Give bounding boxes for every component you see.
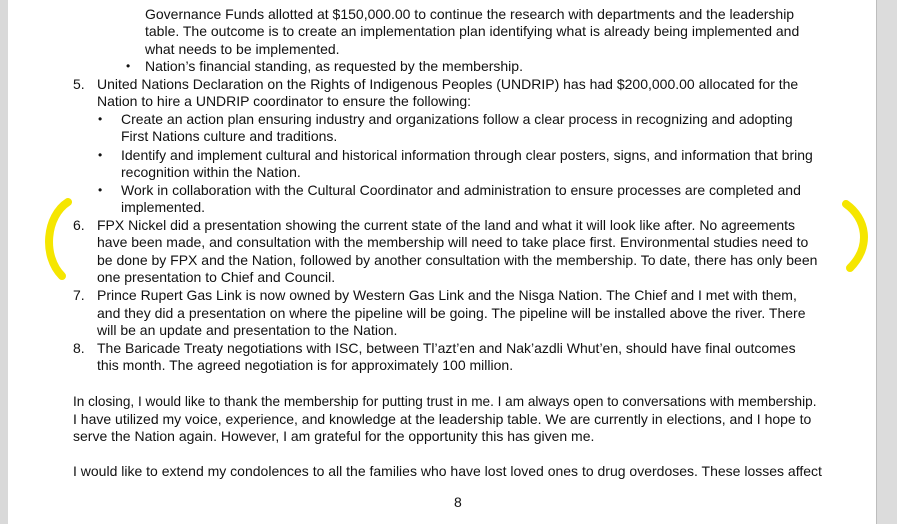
page-number: 8 (454, 494, 462, 510)
bullet-icon: • (98, 183, 103, 197)
text-line: what needs to be implemented. (145, 41, 340, 57)
list-number: 8. (73, 340, 85, 356)
bullet-icon: • (98, 148, 103, 162)
left-bracket-annotation (40, 196, 74, 282)
list-number: 7. (73, 287, 85, 303)
text-line: Governance Funds allotted at $150,000.00 to continue the research with departments and the leadership (145, 6, 795, 22)
list-number: 5. (73, 76, 85, 92)
bullet-item-text: First Nations culture and traditions. (121, 128, 338, 144)
right-bracket-annotation (840, 198, 876, 274)
bullet-item-text: recognition within the Nation. (121, 164, 301, 180)
list-item-text: will be an update and presentation to the Nation. (97, 322, 398, 338)
document-page (8, 0, 876, 524)
bullet-icon: • (126, 59, 131, 73)
list-item-text: United Nations Declaration on the Rights of Indigenous Peoples (UNDRIP) has had $200,000.00 allocated for the (97, 76, 799, 92)
list-item-text: one presentation to Chief and Council. (97, 269, 336, 285)
paragraph-line: I would like to extend my condolences to all the families who have lost loved ones to drug overdoses. These losses affect (73, 463, 822, 479)
bullet-item-text: Identify and implement cultural and historical information through clear posters, signs, and information that bring (121, 147, 813, 163)
list-item-text: this month. The agreed negotiation is for approximately 100 million. (97, 357, 514, 373)
viewer-right-gutter (876, 0, 897, 524)
list-item-text: Prince Rupert Gas Link is now owned by Western Gas Link and the Nisga Nation. The Chief and I met with them, (97, 287, 797, 303)
bullet-item-text: Nation’s financial standing, as requested by the membership. (145, 58, 523, 74)
text-line: table. The outcome is to create an implementation plan identifying what is already being implemented and (145, 23, 800, 39)
bullet-item-text: Create an action plan ensuring industry and organizations follow a clear process in recognizing and adopting (121, 111, 793, 127)
list-item-text: be done by FPX and the Nation, followed by another consultation with the membership. To date, there has only been (97, 252, 818, 268)
bullet-item-text: Work in collaboration with the Cultural Coordinator and administration to ensure processes are completed and (121, 182, 801, 198)
list-item-text: Nation to hire a UNDRIP coordinator to ensure the following: (97, 93, 472, 109)
list-item-text: and they did a presentation on where the pipeline will be going. The pipeline will be installed above the river. There (97, 305, 806, 321)
paragraph-line: I have utilized my voice, experience, and knowledge at the leadership table. We are currently in elections, and I hope to (73, 411, 812, 427)
list-item-text: The Baricade Treaty negotiations with ISC, between Tl’azt’en and Nak’azdli Whut’en, should have final outcomes (97, 340, 796, 356)
list-item-text: FPX Nickel did a presentation showing the current state of the land and what it will look like after. No agreements (97, 217, 796, 233)
paragraph-line: serve the Nation again. However, I am grateful for the opportunity this has given me. (73, 428, 595, 444)
list-item-text: have been made, and consultation with the membership will need to take place first. Environmental studies need to (97, 234, 809, 250)
bullet-icon: • (98, 112, 103, 126)
paragraph-line: In closing, I would like to thank the membership for putting trust in me. I am always open to conversations with membership. (73, 394, 817, 409)
viewer-left-gutter (0, 0, 8, 524)
list-number: 6. (73, 217, 85, 233)
bullet-item-text: implemented. (121, 199, 206, 215)
